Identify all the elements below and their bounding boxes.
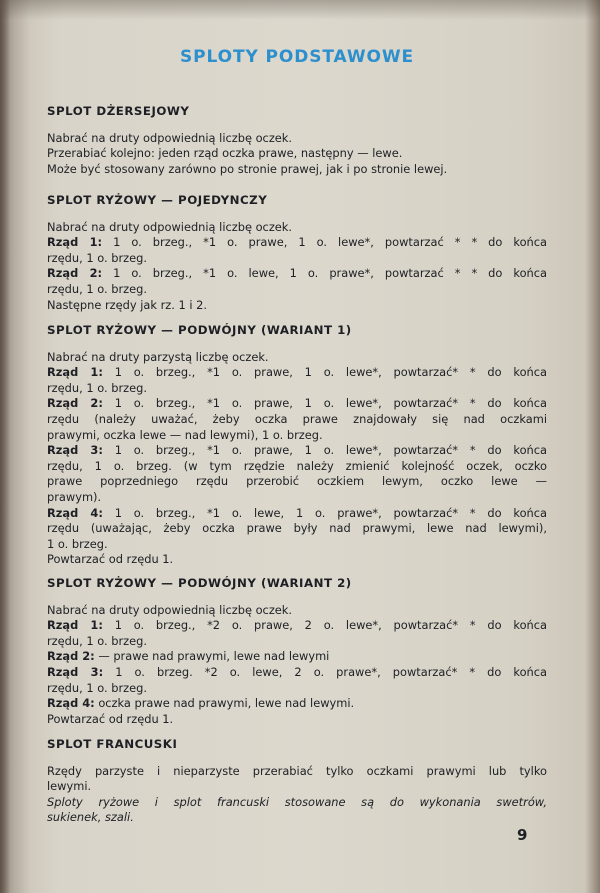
section-heading: SPLOT RYŻOWY — POJEDYNCZY [47, 193, 268, 207]
row-instruction [47, 665, 547, 681]
row-text: 1 o. brzeg., *1 o. prawe, 1 o. lewe*, powtarzać* * do końca [114, 396, 548, 411]
text-line: rzędu, 1 o. brzeg. (w tym rzędzie należy zmienić kolejność oczek, oczko [47, 458, 547, 473]
row-label: Rząd 3: [47, 664, 104, 679]
row-label: Rząd 3: [47, 443, 103, 458]
text-line: Nabrać na druty parzystą liczbę oczek. [47, 349, 269, 364]
row-label: Rząd 1: [47, 365, 103, 380]
text-line: prawym). [47, 489, 102, 504]
text-line: Nabrać na druty odpowiednią liczbę oczek. [47, 602, 293, 617]
text-line: Powtarzać od rzędu 1. [47, 552, 174, 567]
page-title: SPLOTY PODSTAWOWE [179, 47, 414, 67]
text-line: 1 o. brzeg. [47, 536, 108, 551]
section-heading: SPLOT DŻERSEJOWY [47, 104, 190, 118]
section-heading: SPLOT RYŻOWY — PODWÓJNY (WARIANT 2) [47, 576, 352, 590]
row-text: — prawe nad prawymi, lewe nad lewymi [98, 649, 330, 664]
section-heading: SPLOT FRANCUSKI [47, 737, 178, 751]
row-text: oczka prawe nad prawymi, lewe nad lewymi. [98, 696, 355, 711]
text-line: rzędu, 1 o. brzeg. [47, 680, 147, 695]
row-label: Rząd 2: [47, 649, 95, 664]
row-label: Rząd 2: [47, 266, 103, 281]
text-line: rzędu, 1 o. brzeg. [47, 633, 147, 648]
row-instruction [47, 235, 547, 251]
row-instruction [47, 696, 547, 712]
section-splot-francuski [47, 737, 547, 826]
text-line: prawe poprzedniego rzędu przerobić oczkiem lewym, oczko lewe — [47, 474, 547, 489]
text-line: rzędu (uważając, żeby oczka prawe były nad prawymi, lewe nad lewymi), [47, 521, 547, 536]
italic-note-line: Sploty ryżowe i splot francuski stosowane są do wykonania swetrów, [47, 794, 547, 809]
section-splot-dzersejowy [47, 104, 547, 177]
text-line: Następne rzędy jak rz. 1 i 2. [47, 297, 208, 312]
text-line: Może być stosowany zarówno po stronie prawej, jak i po stronie lewej. [47, 161, 448, 176]
section-heading: SPLOT RYŻOWY — PODWÓJNY (WARIANT 1) [47, 323, 352, 337]
text-line: Nabrać na druty odpowiednią liczbę oczek. [47, 219, 293, 234]
section-splot-ryzowy-pojedynczy [47, 193, 547, 313]
row-text: 1 o. brzeg., *2 o. prawe, 2 o. lewe*, powtarzać* * do końca [114, 618, 548, 633]
row-instruction [47, 443, 547, 459]
row-instruction [47, 649, 547, 665]
row-label: Rząd 4: [47, 696, 95, 711]
row-instruction [47, 396, 547, 412]
page-binding-shadow [0, 0, 10, 893]
row-instruction [47, 618, 547, 634]
text-line: rzędu (należy uważać, żeby oczka prawe znajdowały się nad oczkami [47, 411, 547, 426]
section-splot-ryzowy-wariant-1 [47, 323, 547, 568]
text-line: prawymi, oczka lewe — nad lewymi), 1 o. brzeg. [47, 427, 323, 442]
italic-note-line: sukienek, szali. [47, 810, 134, 825]
text-line: rzędu, 1 o. brzeg. [47, 250, 147, 265]
page-top-shadow [0, 0, 600, 20]
row-instruction [47, 365, 547, 381]
row-text: 1 o. brzeg., *1 o. prawe, 1 o. lewe*, powtarzać* * do końca [114, 443, 548, 458]
text-line: Rzędy parzyste i nieparzyste przerabiać tylko oczkami prawymi lub tylko [47, 763, 547, 778]
text-line: Powtarzać od rzędu 1. [47, 711, 174, 726]
section-splot-ryzowy-wariant-2 [47, 576, 547, 727]
row-instruction [47, 266, 547, 282]
row-instruction [47, 506, 547, 522]
row-label: Rząd 1: [47, 618, 103, 633]
page-number: 9 [517, 826, 528, 844]
text-line: Przerabiać kolejno: jeden rząd oczka prawe, następny — lewe. [47, 146, 403, 161]
row-label: Rząd 2: [47, 396, 103, 411]
row-text: 1 o. brzeg., *1 o. lewe, 1 o. prawe*, powtarzać* * do końca [114, 505, 548, 520]
row-text: 1 o. brzeg. *2 o. lewe, 2 o. prawe*, powtarzać* * do końca [115, 664, 547, 679]
row-label: Rząd 4: [47, 505, 103, 520]
row-text: 1 o. brzeg., *1 o. prawe, 1 o. lewe*, powtarzać * * do końca [113, 235, 548, 250]
text-line: lewymi. [47, 779, 92, 794]
row-text: 1 o. brzeg., *1 o. prawe, 1 o. lewe*, powtarzać* * do końca [114, 365, 548, 380]
text-line: Nabrać na druty odpowiednią liczbę oczek. [47, 130, 293, 145]
text-line: rzędu, 1 o. brzeg. [47, 380, 147, 395]
text-line: rzędu, 1 o. brzeg. [47, 281, 147, 296]
row-text: 1 o. brzeg., *1 o. lewe, 1 o. prawe*, powtarzać * * do końca [113, 266, 548, 281]
row-label: Rząd 1: [47, 235, 103, 250]
